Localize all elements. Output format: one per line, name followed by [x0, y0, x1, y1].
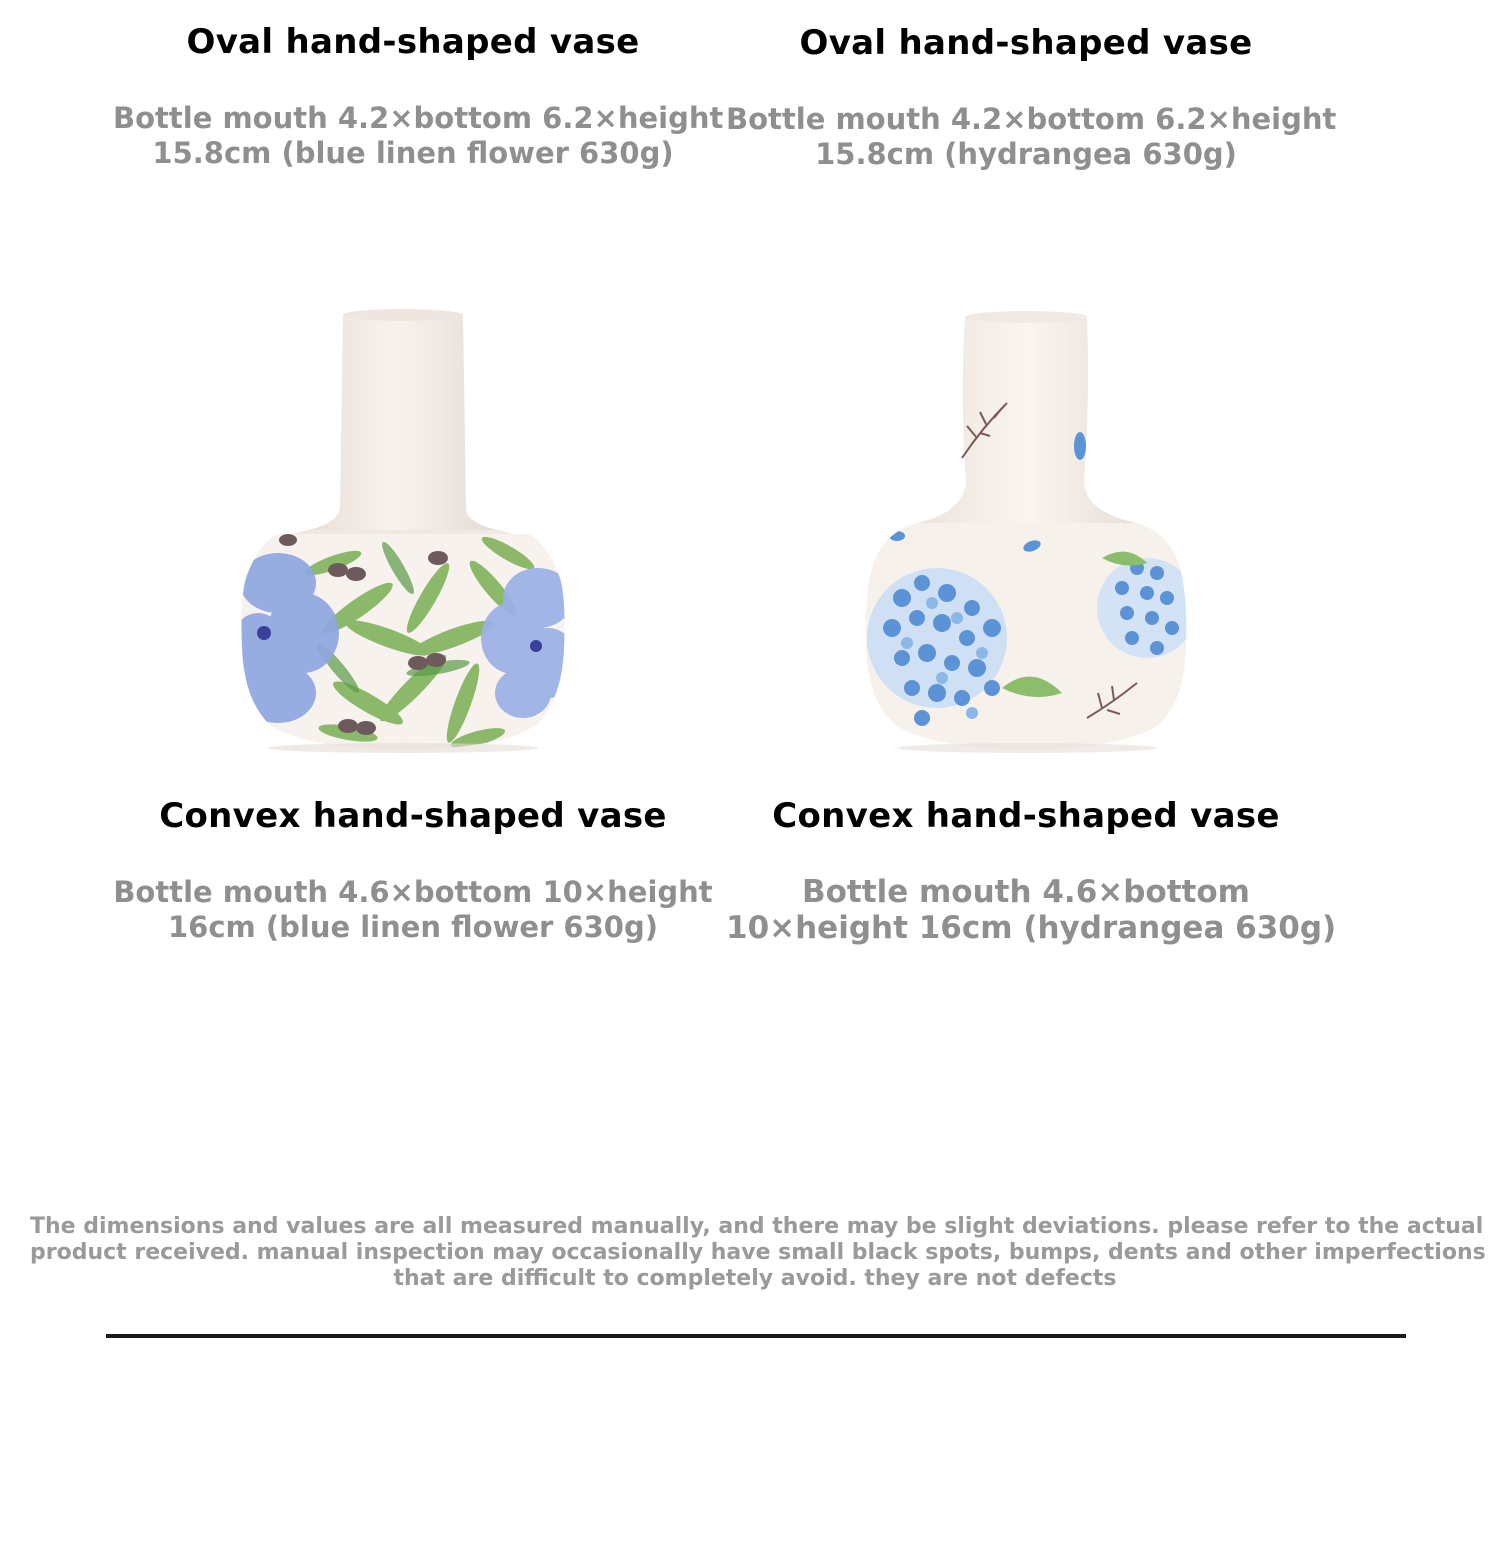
product-spec-convex-hydrangea: [726, 874, 1337, 946]
vase-hydrangea-illustration: [862, 308, 1192, 758]
spec-line: Bottle mouth 4.6×bottom 10×height: [113, 875, 713, 909]
spec-line: 16cm (blue linen flower 630g): [168, 910, 658, 944]
product-spec-oval-blue-linen: [113, 101, 724, 171]
disclaimer-line: The dimensions and values are all measured manually, and there may be slight deviations. please refer to the actual: [30, 1214, 1484, 1239]
spec-line: Bottle mouth 4.2×bottom 6.2×height: [726, 102, 1337, 136]
product-spec-convex-blue-linen: [113, 875, 713, 945]
spec-line: 10×height 16cm (hydrangea 630g): [726, 910, 1337, 946]
product-spec-oval-hydrangea: [726, 102, 1337, 172]
product-title-oval-hydrangea: Oval hand-shaped vase: [799, 23, 1253, 63]
measurement-disclaimer: [30, 1214, 1486, 1292]
disclaimer-line: product received. manual inspection may occasionally have small black spots, bumps, dents and other imperfections: [30, 1240, 1486, 1265]
disclaimer-line: that are difficult to completely avoid. they are not defects: [393, 1266, 1117, 1291]
spec-line: 15.8cm (hydrangea 630g): [815, 137, 1237, 171]
product-title-oval-blue-linen: Oval hand-shaped vase: [186, 22, 640, 62]
product-title-convex-blue-linen: Convex hand-shaped vase: [159, 796, 667, 836]
spec-line: 15.8cm (blue linen flower 630g): [152, 136, 674, 170]
vase-blue-linen-flower-illustration: [238, 308, 568, 758]
product-title-convex-hydrangea: Convex hand-shaped vase: [772, 796, 1280, 836]
spec-line: Bottle mouth 4.2×bottom 6.2×height: [113, 101, 724, 135]
spec-line: Bottle mouth 4.6×bottom: [802, 874, 1250, 910]
divider-line: [106, 1334, 1406, 1338]
